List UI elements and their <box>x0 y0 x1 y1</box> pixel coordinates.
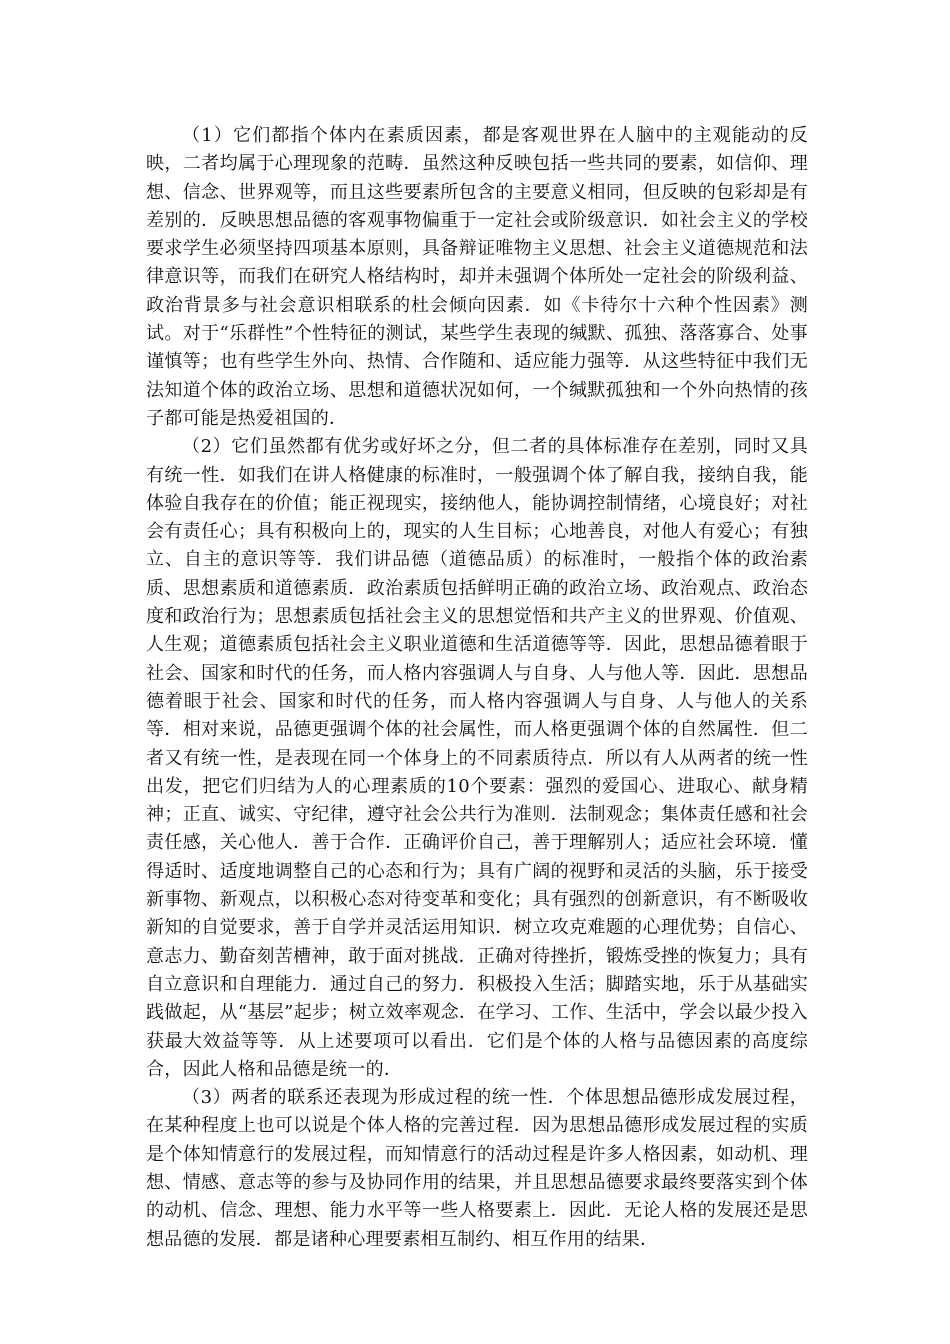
paragraph-1: （1）它们都指个体内在素质因素，都是客观世界在人脑中的主观能动的反映，二者均属于心理现象的范畴．虽然这种反映包括一些共同的要素，如信仰、理想、信念、世界观等，而且这些要素所包含的主要意义相同，但反映的包彩却是有差别的．反映思想品德的客观事物偏重于一定社会或阶级意识．如社会主义的学校要求学生必须坚持四项基本原则，具备辩证唯物主义思想、社会主义道德规范和法律意识等，而我们在研究人格结构时，却并未强调个体所处一定社会的阶级利益、政治背景多与社会意识相联系的杜会倾向因素．如《卡待尔十六种个性因素》测试。对于“乐群性”个性特征的测试，某些学生表现的缄默、孤独、落落寡合、处事谨慎等；也有些学生外向、热情、合作随和、适应能力强等．从这些特征中我们无法知道个体的政治立场、思想和道德状况如何，一个缄默孤独和一个外向热情的孩子都可能是热爱祖国的． <box>146 125 808 429</box>
paragraph-2: （2）它们虽然都有优劣或好坏之分，但二者的具体标准存在差别，同时又具有统一性．如我们在讲人格健康的标准时，一般强调个体了解自我，接纳自我，能体验自我存在的价值；能正视现实，接纳他人，能协调控制情绪，心境良好；对社会有责任心；具有积极向上的，现实的人生目标；心地善良，对他人有爱心；有独立、自主的意识等等．我们讲品德（道德品质）的标准时，一般指个体的政治素质、思想素质和道德素质．政治素质包括鲜明正确的政治立场、政治观点、政治态度和政治行为；思想素质包括社会主义的思想觉悟和共产主义的世界观、价值观、人生观；道德素质包括社会主义职业道德和生活道德等等．因此，思想品德着眼于社会、国家和时代的任务，而人格内容强调人与自身、人与他人等．因此．思想品德着眼于社会、国家和时代的任务，而人格内容强调人与自身、人与他人的关系等．相对来说，品德更强调个体的社会属性，而人格更强调个体的自然属性．但二者又有统一性，是表现在同一个体身上的不同素质待点．所以有人从两者的统一性出发，把它们归结为人的心理素质的10个要素：强烈的爱国心、进取心、献身精神；正直、诚实、守纪律，遵守社会公共行为准则．法制观念；集体责任感和社会责任感，关心他人．善于合作．正确评价自己，善于理解别人；适应社会环境．懂得适时、适度地调整自己的心态和行为；具有广阔的视野和灵活的头脑，乐于接受新事物、新观点，以积极心态对待变革和变化；具有强烈的创新意识，有不断吸收新知的自觉要求，善于自学并灵活运用知识．树立攻克难题的心理优势；自信心、意志力、勤奋刻苦槽神，敢于面对挑战．正确对待挫折，锻炼受挫的恢复力；具有自立意识和自理能力．通过自己的努力．积极投入生活；脚踏实地，乐于从基础实践做起，从“基层”起步；树立效率观念．在学习、工作、生活中，学会以最少投入获最大效益等等．从上述要项可以看出．它们是个体的人格与品德因素的高度综合，因此人格和品德是统一的． <box>146 436 808 1080</box>
document-body <box>146 122 808 1254</box>
paragraph-3: （3）两者的联系还表现为形成过程的统一性．个体思想品德形成发展过程，在某种程度上也可以说是个体人格的完善过程．因为思想品德形成发展过程的实质是个体知情意行的发展过程，而知情意行的活动过程是许多人格因素，如动机、理想、情感、意志等的参与及协同作用的结果，并且思想品德要求最终要落实到个体的动机、信念、理想、能力水平等一些人格要素上．因此．无论人格的发展还是思想品德的发展．都是诸种心理要素相互制约、相互作用的结果． <box>146 1087 808 1250</box>
